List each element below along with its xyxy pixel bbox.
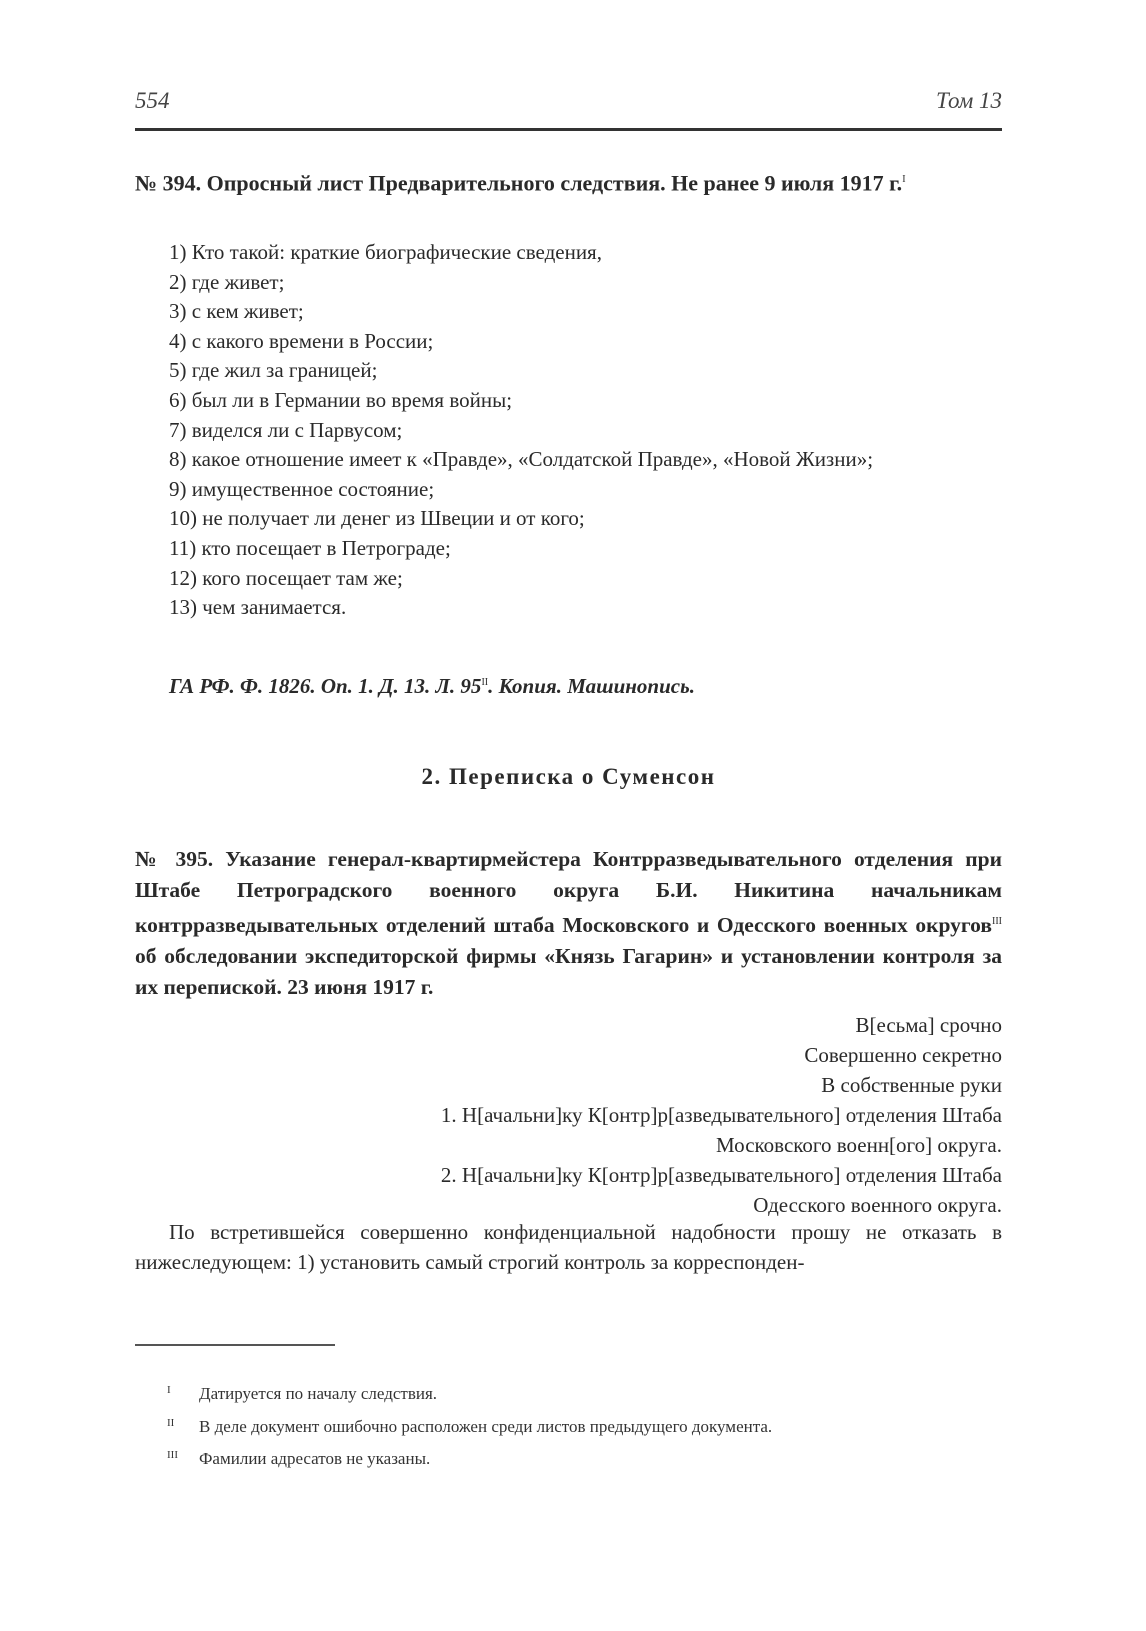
body-paragraph: По встретившейся совершенно конфиденциальной надобности прошу не отказать в нижеследующем: 1) установить самый строгий контроль за корреспонден- bbox=[135, 1220, 1002, 1274]
question-list bbox=[135, 238, 1002, 623]
footnote-mark: I bbox=[167, 1384, 171, 1396]
doc-395-title-text: об обследовании экспедиторской фирмы «Князь Гагарин» и установлении контроля за их перепиской. 23 июня 1917 г. bbox=[135, 944, 1002, 1000]
address-line: Совершенно секретно bbox=[804, 1043, 1002, 1067]
archive-source bbox=[135, 674, 1002, 699]
footnote-ref[interactable]: II bbox=[481, 677, 489, 688]
address-line: В собственные руки bbox=[821, 1073, 1002, 1097]
footnote-text: Фамилии адресатов не указаны. bbox=[199, 1449, 431, 1468]
footnote-text: Датируется по началу следствия. bbox=[199, 1384, 438, 1403]
footnote-ref[interactable]: I bbox=[902, 174, 906, 185]
address-line: Московского военн[ого] округа. bbox=[716, 1133, 1002, 1157]
page-number: 554 bbox=[135, 88, 170, 113]
list-item: 9) имущественное состояние; bbox=[169, 476, 435, 501]
list-item: 6) был ли в Германии во время войны; bbox=[169, 387, 513, 412]
address-line: 2. Н[ачальни]ку К[онтр]р[азведывательного] отделения Штаба bbox=[440, 1163, 1002, 1187]
footnote bbox=[135, 1411, 1002, 1444]
list-item: 5) где жил за границей; bbox=[169, 358, 378, 383]
list-item: 10) не получает ли денег из Швеции и от кого; bbox=[169, 506, 585, 531]
footnote bbox=[135, 1378, 1002, 1411]
list-item: 11) кто посещает в Петрограде; bbox=[169, 535, 451, 560]
footnote bbox=[135, 1443, 1002, 1476]
address-block bbox=[135, 1010, 1002, 1220]
footnote-rule bbox=[135, 1344, 335, 1346]
footnote-mark: II bbox=[167, 1416, 175, 1429]
list-item: 1) Кто такой: краткие биографические сведения, bbox=[169, 240, 602, 264]
doc-394-title bbox=[135, 164, 1002, 198]
running-header bbox=[135, 88, 1002, 114]
section-title: 2. Переписка о Суменсон bbox=[421, 764, 716, 789]
volume-label: Том 13 bbox=[935, 88, 1002, 113]
source-text: . Копия. Машинопись. bbox=[488, 674, 695, 698]
list-item: 8) какое отношение имеет к «Правде», «Солдатской Правде», «Новой Жизни»; bbox=[169, 447, 874, 472]
address-line: Одесского военного округа. bbox=[753, 1193, 1002, 1217]
header-rule bbox=[135, 128, 1002, 131]
list-item: 7) виделся ли с Парвусом; bbox=[169, 417, 403, 442]
list-item: 12) кого посещает там же; bbox=[169, 565, 403, 590]
footnote-ref[interactable]: III bbox=[992, 916, 1002, 927]
doc-395-title bbox=[135, 844, 1002, 1003]
list-item: 2) где живет; bbox=[169, 269, 285, 294]
footnote-text: В деле документ ошибочно расположен среди листов предыдущего документа. bbox=[199, 1416, 773, 1436]
address-line: 1. Н[ачальни]ку К[онтр]р[азведывательного] отделения Штаба bbox=[440, 1103, 1002, 1127]
footnotes bbox=[135, 1378, 1002, 1476]
source-text: ГА РФ. Ф. 1826. Оп. 1. Д. 13. Л. 95 bbox=[169, 674, 482, 698]
list-item: 3) с кем живет; bbox=[169, 299, 304, 324]
doc-394-title-text: № 394. Опросный лист Предварительного следствия. Не ранее 9 июля 1917 г. bbox=[135, 170, 903, 196]
list-item: 4) с какого времени в России; bbox=[169, 328, 434, 353]
address-line: В[есьма] срочно bbox=[855, 1013, 1002, 1037]
footnote-mark: III bbox=[167, 1449, 178, 1461]
doc-395-title-text: № 395. Указание генерал-квартирмейстера Контрразведывательного отделения при Штабе Петроградского военного округа Б.И. Никитина начальникам контрразведывательных отделений штаба Московского и Одесского военных округов bbox=[135, 847, 1002, 938]
list-item: 13) чем занимается. bbox=[169, 595, 347, 620]
